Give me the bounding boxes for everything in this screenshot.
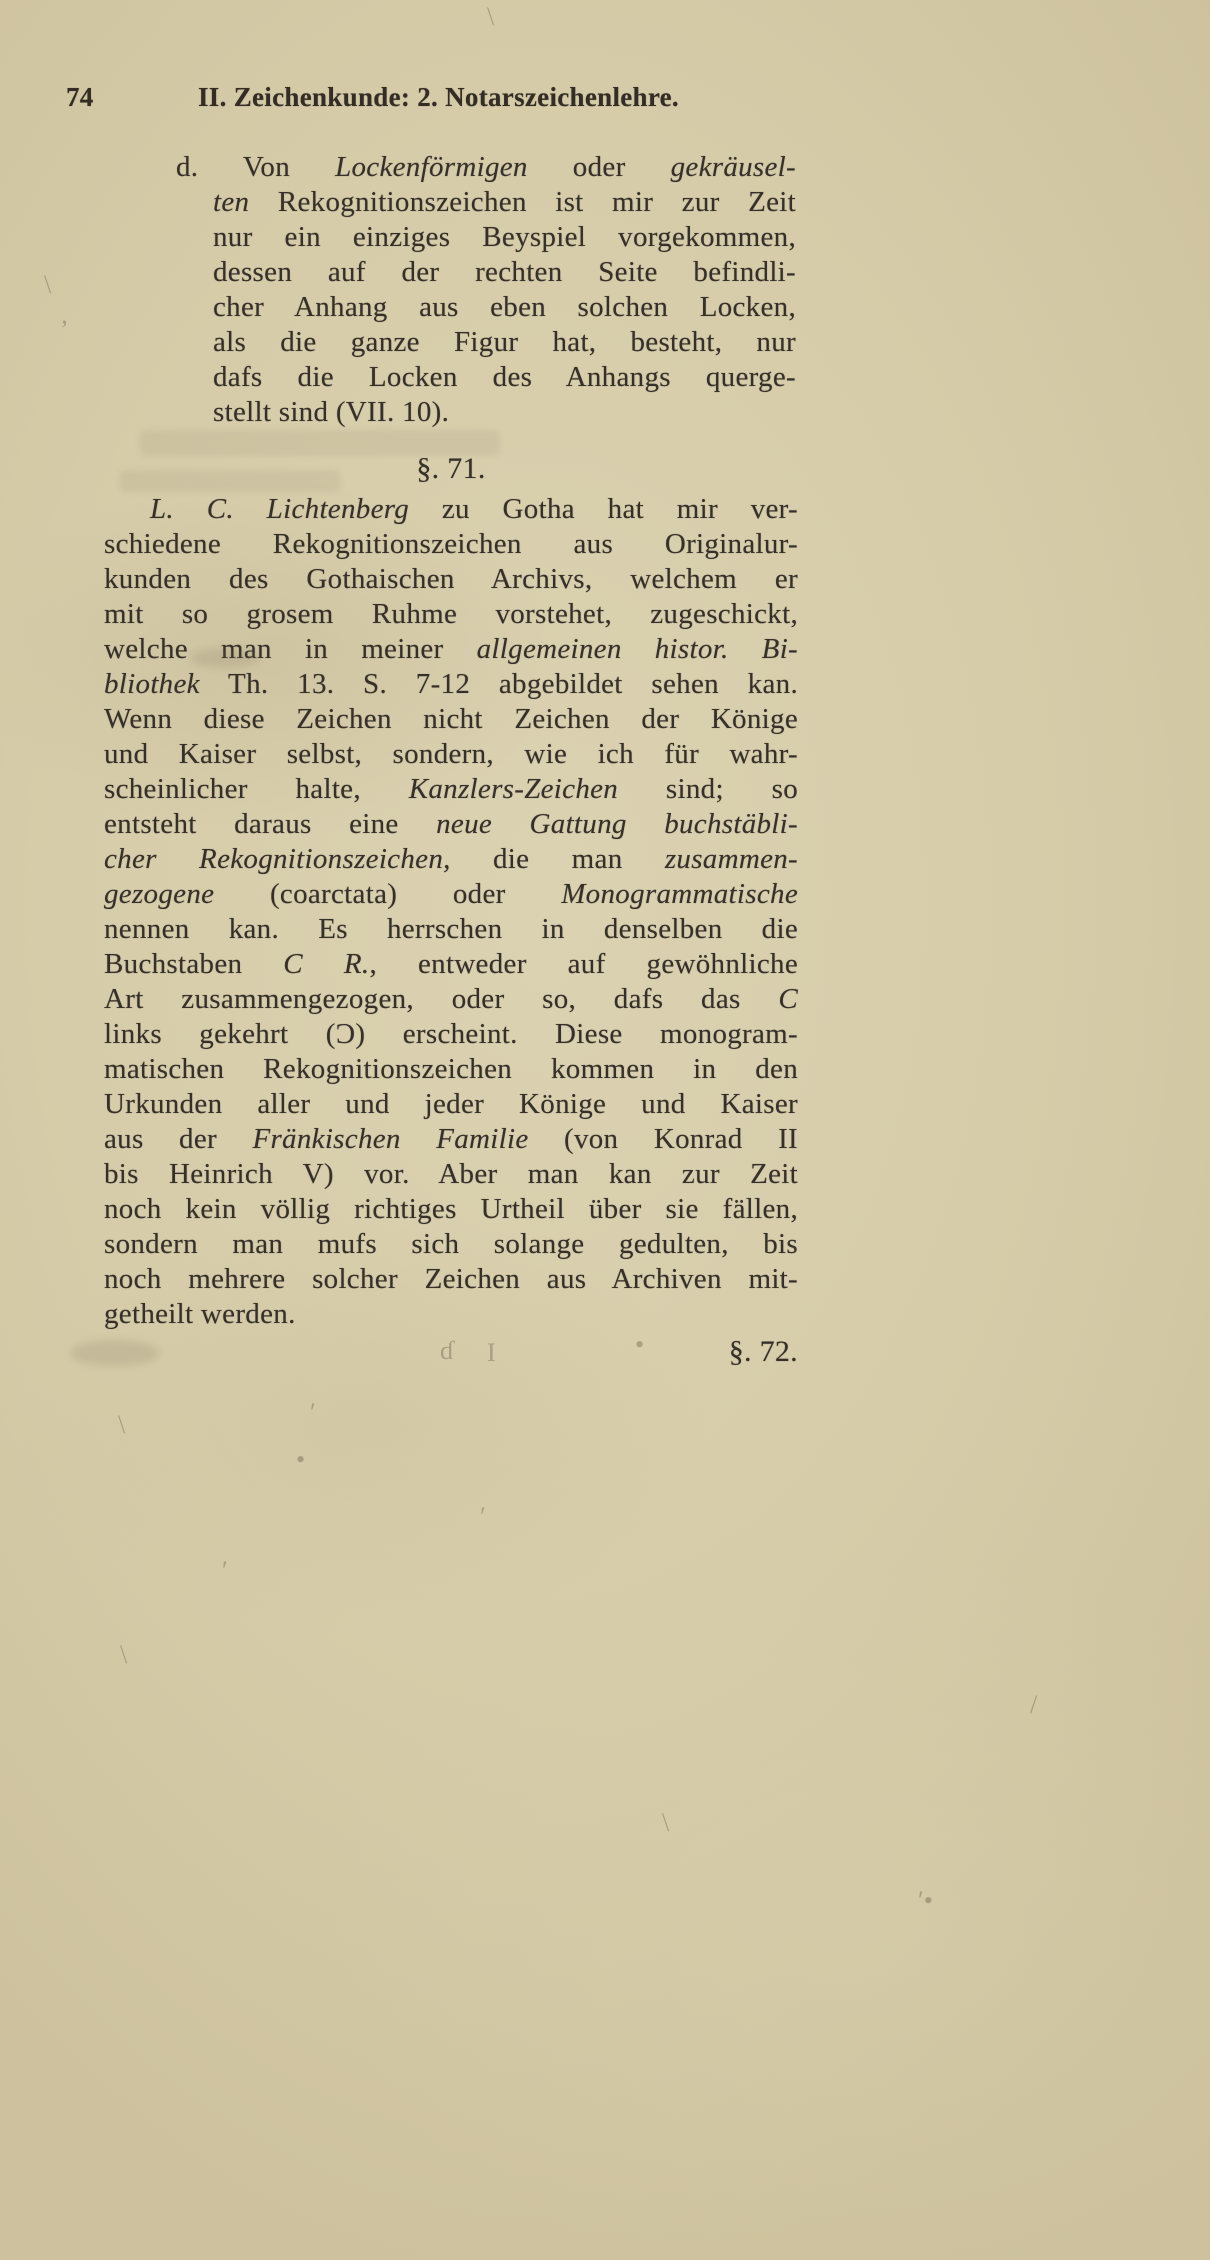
text-line [176, 255, 796, 290]
text-line [104, 772, 798, 807]
paragraph-d [176, 150, 796, 430]
text-line [176, 220, 796, 255]
text-segment: (coarctata) oder [214, 878, 562, 910]
scan-speck: ′ [310, 1398, 316, 1427]
italic-text-segment: ten [213, 186, 250, 218]
text-line [104, 632, 798, 667]
text-line [104, 562, 798, 597]
italic-text-segment: zusammen- [664, 843, 799, 875]
text-line [176, 325, 796, 360]
text-line [104, 1122, 798, 1157]
paragraph-71 [104, 492, 798, 1332]
italic-text-segment: C [778, 983, 798, 1015]
text-line [104, 877, 798, 912]
text-line [104, 667, 798, 702]
text-line [176, 290, 796, 325]
text-segment: sind; so [618, 773, 798, 805]
text-segment: Th. 13. S. 7-12 abgebildet sehen kan. [199, 668, 798, 700]
text-line [104, 1087, 798, 1122]
text-segment: stellt sind (VII. 10). [213, 396, 450, 428]
text-segment: links gekehrt (Ɔ) erscheint. Diese monogram- [104, 1018, 798, 1050]
running-header: II. Zeichenkunde: 2. Notarszeichenlehre. [198, 82, 679, 112]
section-heading-71: §. 71. [416, 452, 486, 485]
text-segment: kunden des Gothaischen Archivs, welchem er [104, 563, 798, 595]
text-line [104, 1297, 798, 1332]
italic-text-segment: Lockenförmigen [335, 151, 528, 183]
scan-speck: \ [44, 270, 52, 299]
text-segment: schiedene Rekognitionszeichen aus Originalur- [104, 528, 798, 560]
text-segment: scheinlicher halte, [104, 773, 409, 805]
text-segment: (von Konrad II [528, 1123, 798, 1155]
text-line [104, 1192, 798, 1227]
text-line [104, 912, 798, 947]
text-line [104, 737, 798, 772]
text-segment: noch kein völlig richtiges Urtheil über sie fällen, [104, 1193, 798, 1225]
scan-speck: ɗ [440, 1336, 453, 1365]
italic-text-segment: Monogrammatische [561, 878, 798, 910]
text-line [104, 1052, 798, 1087]
text-segment: zu Gotha hat mir ver- [409, 493, 798, 525]
text-segment: Buchstaben [104, 948, 284, 980]
text-segment: oder [527, 151, 671, 183]
text-line [104, 982, 798, 1017]
scan-speck: ‚ [60, 300, 69, 329]
text-line [176, 360, 796, 395]
text-segment: bis Heinrich V) vor. Aber man kan zur Zeit [104, 1158, 798, 1190]
section-heading-72: §. 72. [728, 1335, 798, 1368]
text-segment: und Kaiser selbst, sondern, wie ich für wahr- [104, 738, 798, 770]
text-segment: , entweder auf gewöhnliche [369, 948, 798, 980]
text-segment: entsteht daraus eine [104, 808, 437, 840]
text-line [104, 842, 798, 877]
text-line [104, 597, 798, 632]
text-line [104, 947, 798, 982]
text-line [104, 492, 798, 527]
scan-speck: ′• [918, 1886, 933, 1915]
italic-text-segment: L. C. Lichtenberg [150, 493, 410, 525]
text-line [104, 807, 798, 842]
scan-speck: \ [487, 2, 495, 31]
scan-speck: ′ [222, 1556, 228, 1585]
text-line [104, 1157, 798, 1192]
text-segment: d. Von [176, 151, 336, 183]
italic-text-segment: neue Gattung buchstäbli- [436, 808, 798, 840]
italic-text-segment: cher Rekognitionszeichen, [104, 843, 451, 875]
italic-text-segment: allgemeinen histor. Bi- [476, 633, 799, 665]
text-segment: getheilt werden. [104, 1298, 296, 1330]
text-segment: Urkunden aller und jeder Könige und Kaiser [104, 1088, 798, 1120]
italic-text-segment: gekräusel- [670, 151, 796, 183]
text-line [104, 1017, 798, 1052]
scan-speck: ′ [480, 1502, 486, 1531]
text-segment: die man [450, 843, 665, 875]
text-segment: Rekognitionszeichen ist mir zur Zeit [249, 186, 796, 218]
italic-text-segment: gezogene [104, 878, 215, 910]
scan-speck: • [296, 1445, 306, 1474]
text-segment: aus der [104, 1123, 253, 1155]
scan-speck: \ [118, 1410, 126, 1439]
text-segment: sondern man mufs sich solange gedulten, bis [104, 1228, 798, 1260]
text-segment: noch mehrere solcher Zeichen aus Archiven mit- [104, 1263, 798, 1295]
scan-speck: • [635, 1330, 645, 1359]
text-line [176, 185, 796, 220]
scan-speck: I [487, 1338, 496, 1367]
text-segment: cher Anhang aus eben solchen Locken, [213, 291, 796, 323]
text-line [104, 1227, 798, 1262]
text-segment: welche man in meiner [104, 633, 477, 665]
text-line [104, 1262, 798, 1297]
italic-text-segment: Kanzlers-Zeichen [408, 773, 619, 805]
page-number: 74 [66, 82, 94, 112]
text-segment: dafs die Locken des Anhangs querge- [213, 361, 796, 393]
text-segment: nennen kan. Es herrschen in denselben die [104, 913, 798, 945]
text-line [176, 395, 796, 430]
text-line [104, 527, 798, 562]
page-header [0, 82, 1210, 122]
italic-text-segment: Fränkischen Familie [252, 1123, 529, 1155]
scan-speck: / [1030, 1690, 1038, 1719]
text-line [104, 702, 798, 737]
text-segment: mit so grosem Ruhme vorstehet, zugeschickt, [104, 598, 798, 630]
text-segment: dessen auf der rechten Seite befindli- [213, 256, 796, 288]
scan-speck: \ [662, 1808, 670, 1837]
italic-text-segment: bliothek [104, 668, 200, 700]
text-segment: nur ein einziges Beyspiel vorgekommen, [213, 221, 796, 253]
text-line [176, 150, 796, 185]
italic-text-segment: C R. [283, 948, 370, 980]
text-segment: Art zusammengezogen, oder so, dafs das [104, 983, 779, 1015]
scan-speck: \ [120, 1640, 128, 1669]
text-segment: matischen Rekognitionszeichen kommen in den [104, 1053, 798, 1085]
text-segment: Wenn diese Zeichen nicht Zeichen der Könige [104, 703, 798, 735]
text-segment: als die ganze Figur hat, besteht, nur [213, 326, 796, 358]
